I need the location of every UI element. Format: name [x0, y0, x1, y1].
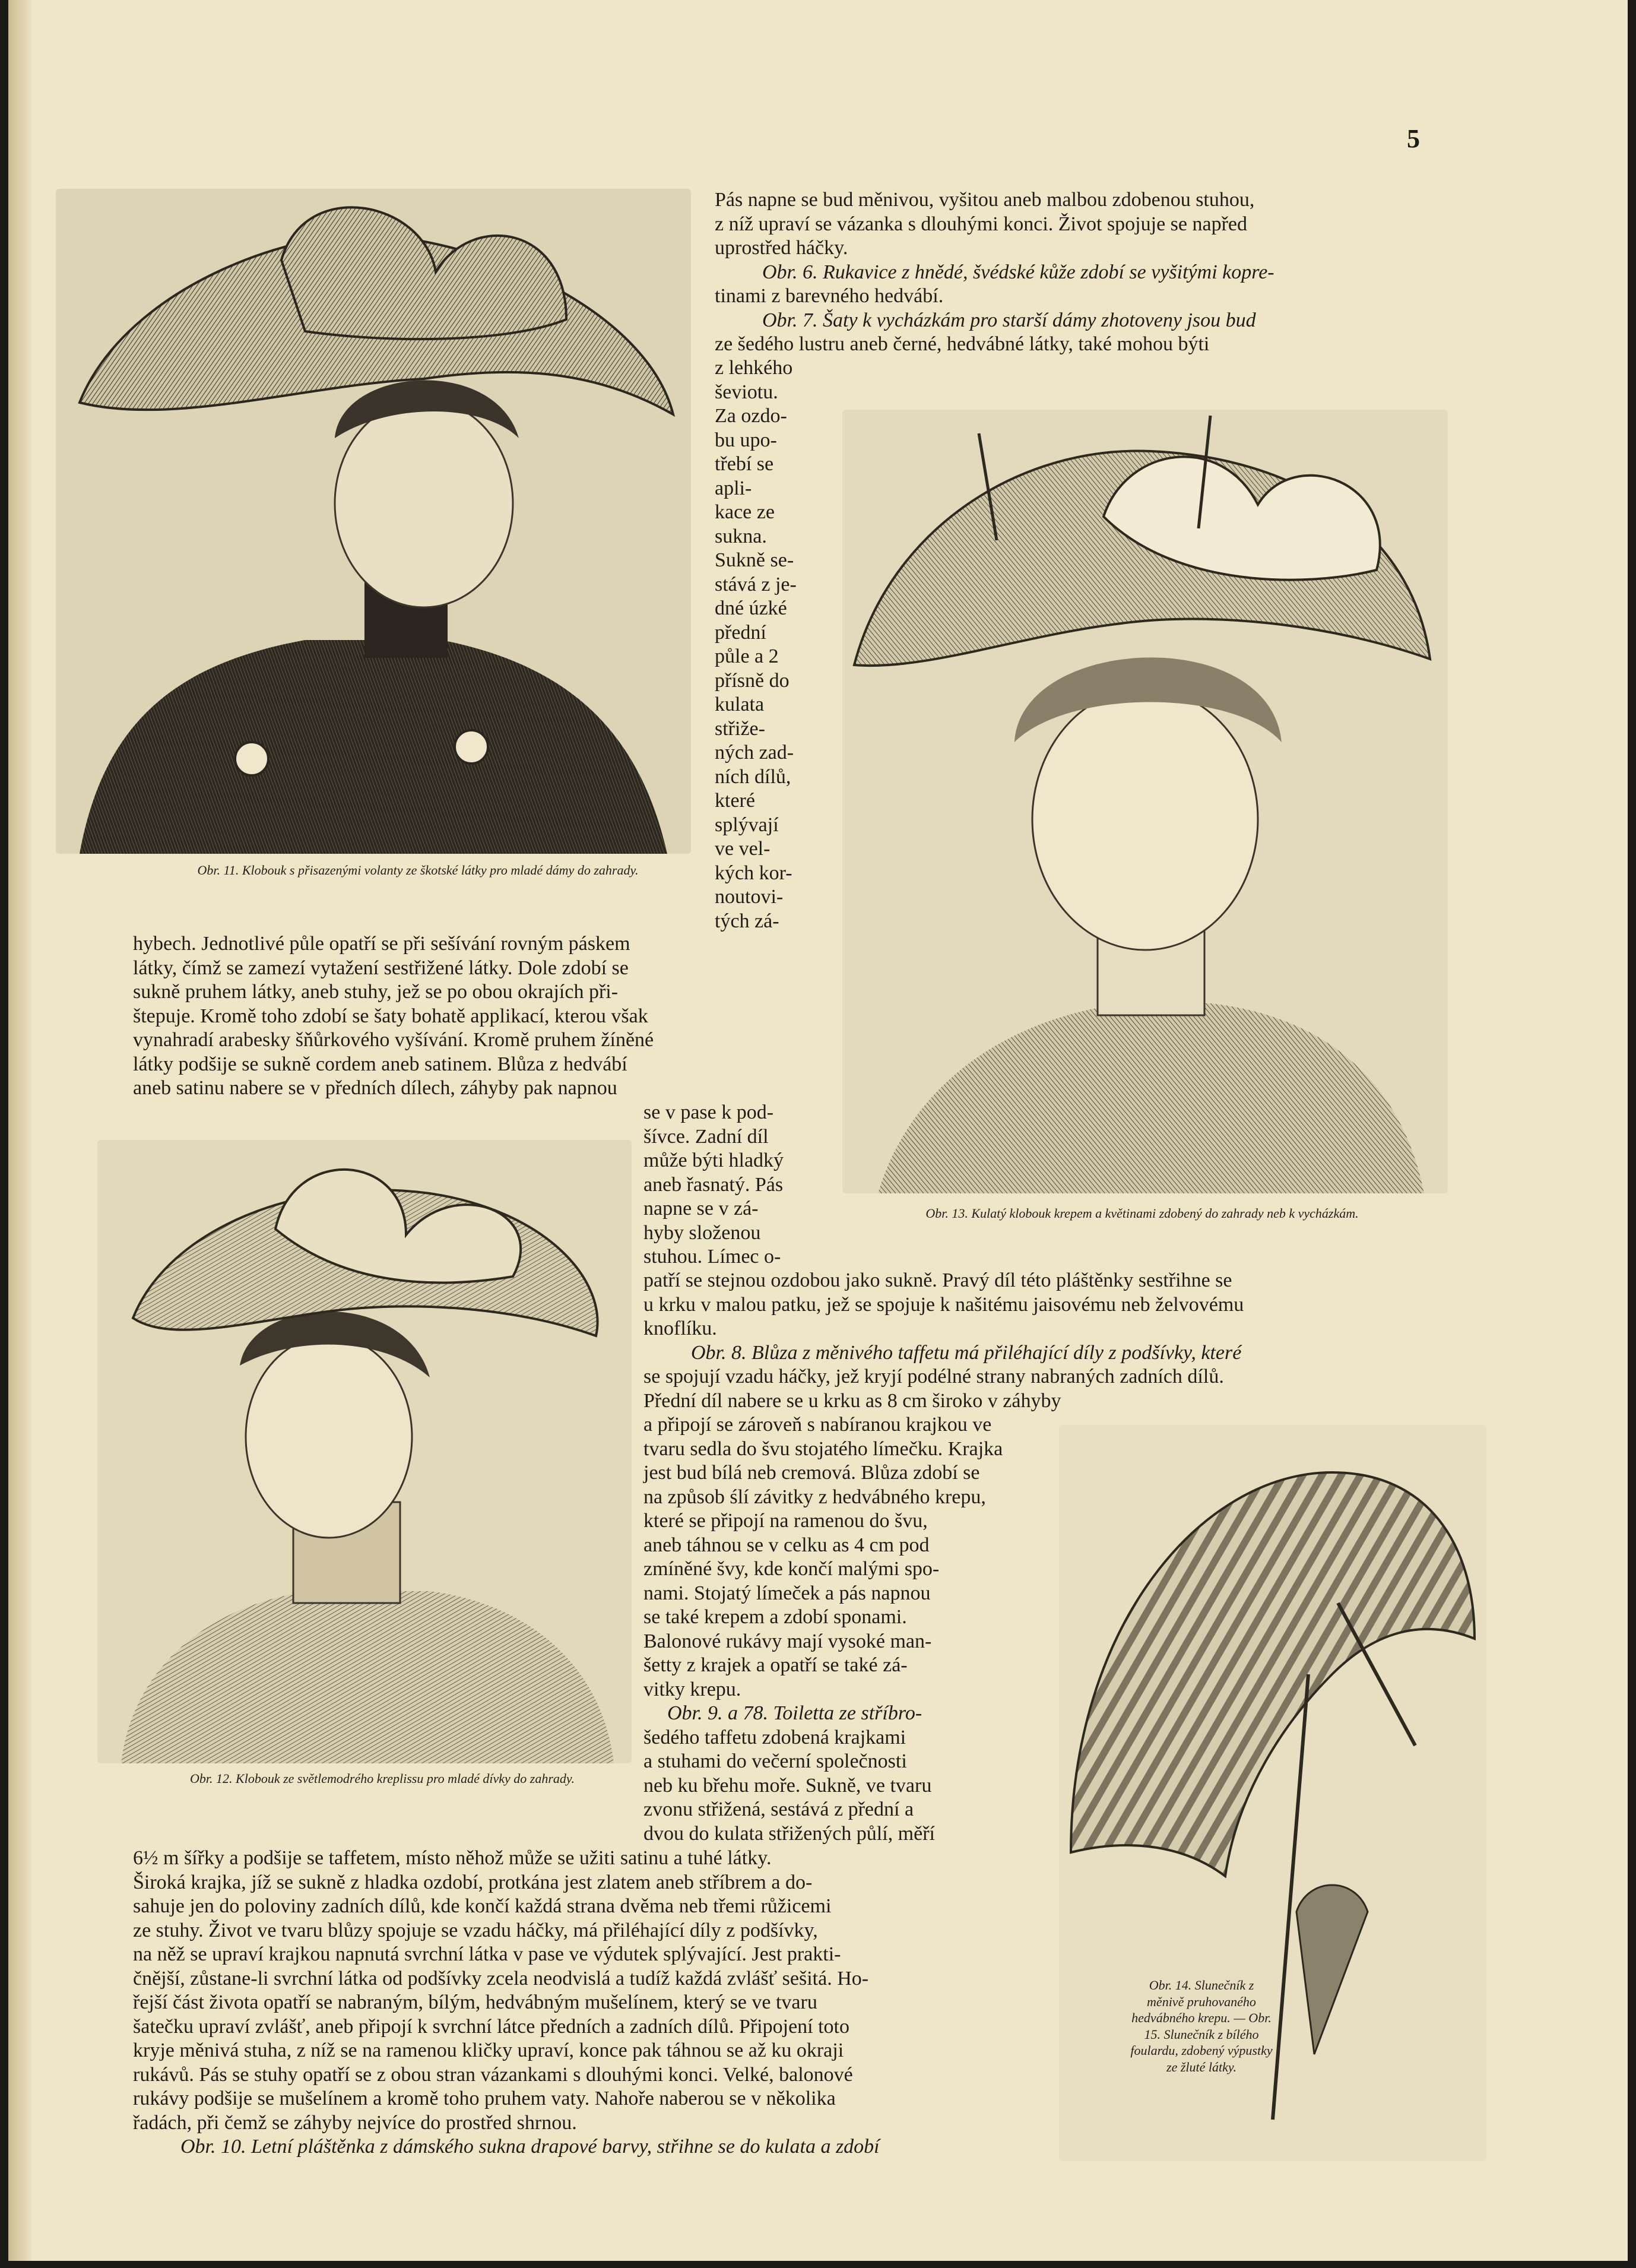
- text-line: dné úzké: [715, 597, 787, 619]
- text-line: z lehkého: [715, 357, 793, 379]
- text-line: neb ku břehu moře. Sukně, ve tvaru: [643, 1774, 932, 1797]
- text-line: hyby složenou: [643, 1221, 761, 1244]
- text-block-1: [715, 188, 1444, 357]
- text-line: střiže-: [715, 717, 765, 740]
- caption-fig12: Obr. 12. Klobouk ze světlemodrého kreplissu pro mladé dívky do zahrady.: [190, 1771, 575, 1786]
- text-line: napne se v zá-: [643, 1198, 759, 1219]
- text-line: 6½ m šířky a podšije se taffetem, místo něhož může se užiti satinu a tuhé látky.: [133, 1847, 772, 1869]
- text-line: které: [715, 790, 755, 812]
- illustration-hat-fig13: [842, 410, 1448, 1193]
- text-line: tvaru sedla do švu stojatého límečku. Krajka: [643, 1437, 1003, 1460]
- text-line: sukna.: [715, 525, 767, 547]
- text-line: se také krepem a zdobí sponami.: [643, 1606, 907, 1628]
- text-block-narrow: [715, 356, 827, 933]
- text-line: ních dílů,: [715, 765, 791, 788]
- text-line: stuhou. Límec o-: [643, 1246, 781, 1268]
- text-line: u krku v malou patku, jež se spojuje k našitému jaisovému neb želvovému: [643, 1293, 1244, 1316]
- text-line: Přední díl nabere se u krku as 8 cm široko v záhyby: [643, 1389, 1061, 1412]
- text-line: ze šedého lustru aneb černé, hedvábné látky, také mohou býti: [715, 333, 1210, 355]
- text-line: vynahradí arabesky šňůrkového vyšívání. Kromě pruhem žíněné: [133, 1029, 654, 1051]
- text-line: uprostřed háčky.: [715, 237, 848, 259]
- text-line: Obr. 6. Rukavice z hnědé, švédské kůže zdobí se vyšitými kopre-: [762, 261, 1274, 283]
- text-line: na něž se upraví krajkou napnutá svrchní látka v pase ve výdutek splývající. Jest prakti-: [133, 1943, 841, 1965]
- text-line: hybech. Jednotlivé půle opatří se při sešívání rovným páskem: [133, 933, 630, 955]
- text-line: šedého taffetu zdobená krajkami: [643, 1726, 906, 1748]
- illustration-hat-fig12: [97, 1140, 632, 1763]
- text-line: Balonové rukávy mají vysoké man-: [643, 1630, 932, 1652]
- text-line: zmíněné švy, kde končí malými spo-: [643, 1558, 940, 1580]
- text-block-6: [643, 1413, 1071, 1846]
- text-line: nami. Stojatý límeček a pás napnou: [643, 1582, 931, 1604]
- text-line: přísně do: [715, 669, 790, 692]
- text-line: kace ze: [715, 501, 775, 523]
- text-line: sahuje jen do poloviny zadních dílů, kde končí každá strana dvěma neb třemi růžicemi: [133, 1895, 832, 1917]
- text-line: Za ozdo-: [715, 405, 787, 427]
- text-line: jest bud bílá neb cremová. Blůza zdobí se: [643, 1462, 980, 1484]
- magazine-page: [8, 0, 1628, 2261]
- text-line: látky podšije se sukně cordem aneb satinem. Blůza z hedvábí: [133, 1053, 627, 1075]
- text-line: kryje měnivá stuha, z níž se na ramenou kličky upraví, konce pak táhnou se až ku okraji: [133, 2039, 844, 2061]
- text-block-3: [133, 932, 827, 1101]
- text-line: Obr. 9. a 78. Toiletta ze stříbro-: [667, 1702, 922, 1724]
- text-line: šetty z krajek a opatří se také zá-: [643, 1654, 908, 1676]
- text-line: Pás napne se bud měnivou, vyšitou aneb malbou zdobenou stuhou,: [715, 189, 1255, 211]
- text-line: dvou do kulata střižených půlí, měří: [643, 1822, 935, 1845]
- fig11-drawing: [56, 189, 691, 854]
- text-line: na způsob ślí závitky z hedvábného krepu,: [643, 1485, 986, 1508]
- text-line: může býti hladký: [643, 1149, 784, 1171]
- text-block-7: [133, 1846, 1118, 2159]
- page-spine: [8, 0, 32, 2261]
- text-line: ve vel-: [715, 838, 771, 860]
- text-line: aneb táhnou se v celku as 4 cm pod: [643, 1534, 930, 1556]
- caption-fig13: Obr. 13. Kulatý klobouk krepem a květinami zdobený do zahrady neb k vycházkám.: [925, 1206, 1359, 1221]
- text-line: kých kor-: [715, 861, 792, 884]
- page-number: 5: [1407, 124, 1420, 153]
- text-line: ševiotu.: [715, 381, 778, 403]
- text-line: látky, čímž se zamezí vytažení sestřižené látky. Dole zdobí se: [133, 956, 629, 979]
- text-line: stává z je-: [715, 573, 797, 595]
- text-line: aneb satinu nabere se v předních dílech, záhyby pak napnou: [133, 1077, 617, 1099]
- text-line: rukávy podšije se mušelínem a kromě toho pruhem vaty. Nahoře naberou se v několika: [133, 2088, 836, 2109]
- text-line: tých zá-: [715, 910, 779, 932]
- text-line: noutovi-: [715, 886, 784, 908]
- text-line: a stuhami do večerní společnosti: [643, 1750, 907, 1772]
- text-line: z níž upraví se vázanka s dlouhými konci. Život spojuje se napřed: [715, 213, 1247, 235]
- text-line: zvonu střižená, sestává z přední a: [643, 1798, 914, 1820]
- fig14-15-drawing: [1059, 1425, 1486, 2161]
- text-line: štepuje. Kromě toho zdobí se šaty bohatě applikací, kterou však: [133, 1005, 648, 1027]
- fig12-drawing: [97, 1140, 632, 1763]
- text-line: které se připojí na ramenou do švu,: [643, 1510, 928, 1532]
- text-line: Obr. 10. Letní pláštěnka z dámského sukna drapové barvy, střihne se do kulata a zdobí: [180, 2136, 880, 2158]
- caption-fig14-15: Obr. 14. Slunečník z měnivě pruhovaného hedvábného krepu. — Obr. 15. Slunečník z bílého foulardu, zdobený výpustky ze žluté látky.: [1130, 1978, 1273, 2074]
- text-line: tinami z barevného hedvábí.: [715, 285, 944, 307]
- text-line: kulata: [715, 693, 765, 715]
- fig13-drawing: [842, 410, 1448, 1193]
- text-line: se spojují vzadu háčky, jež kryjí podélné strany nabraných zadních dílů.: [643, 1366, 1224, 1388]
- text-line: a připojí se zároveň s nabíranou krajkou ve: [643, 1414, 992, 1436]
- text-line: sukně pruhem látky, aneb stuhy, jež se po obou okrajích při-: [133, 981, 619, 1003]
- text-line: řejší část života opatří se nabraným, bílým, hedvábným mušelínem, který se ve tvaru: [133, 1991, 817, 2013]
- text-line: řadách, při čemž se záhyby nejvíce do prostřed shrnou.: [133, 2111, 577, 2134]
- text-line: šívce. Zadní díl: [643, 1125, 769, 1148]
- text-line: se v pase k pod-: [643, 1101, 774, 1123]
- text-line: šatečku upraví zvlášť, aneb připojí k svrchní látce předních a zadních dílů. Připojení toto: [133, 2015, 849, 2038]
- text-line: Obr. 8. Blůza z měnivého taffetu má přiléhající díly z podšívky, které: [691, 1341, 1242, 1364]
- text-line: třebí se: [715, 453, 774, 475]
- text-line: knoflíku.: [643, 1317, 717, 1339]
- text-line: čnější, zůstane-li svrchní látka od podšívky zcela neodvislá a tudíž každá zvlášť sešitá. Ho-: [133, 1967, 869, 1990]
- text-line: patří se stejnou ozdobou jako sukně. Pravý díl této pláštěnky sestřihne se: [643, 1269, 1232, 1291]
- illustration-parasols-fig14-15: [1059, 1425, 1486, 2161]
- text-line: ze stuhy. Život ve tvaru blůzy spojuje se vzadu háčky, má přiléhající díly z podšívky,: [133, 1919, 818, 1941]
- text-line: Obr. 7. Šaty k vycházkám pro starší dámy zhotoveny jsou bud: [762, 309, 1256, 331]
- illustration-hat-fig11: [56, 189, 691, 854]
- caption-fig11: Obr. 11. Klobouk s přisazenými volanty ze škotské látky pro mladé dámy do zahrady.: [197, 863, 639, 878]
- text-line: Široká krajka, jíž se sukně z hladka ozdobí, protkána jest zlatem aneb stříbrem a do-: [133, 1871, 813, 1893]
- text-line: aneb řasnatý. Pás: [643, 1173, 784, 1196]
- text-line: přední: [715, 621, 766, 644]
- text-line: Sukně se-: [715, 549, 794, 571]
- text-line: půle a 2: [715, 645, 779, 667]
- text-line: ných zad-: [715, 742, 794, 764]
- text-line: bu upo-: [715, 429, 777, 451]
- text-line: apli-: [715, 477, 752, 499]
- text-line: splývají: [715, 813, 779, 836]
- text-block-5: [643, 1269, 1445, 1413]
- text-line: rukávů. Pás se stuhy opatří se z obou stran vázankami s dlouhými konci. Velké, balonové: [133, 2063, 853, 2086]
- text-block-4: [643, 1101, 839, 1269]
- text-line: vitky krepu.: [643, 1678, 741, 1700]
